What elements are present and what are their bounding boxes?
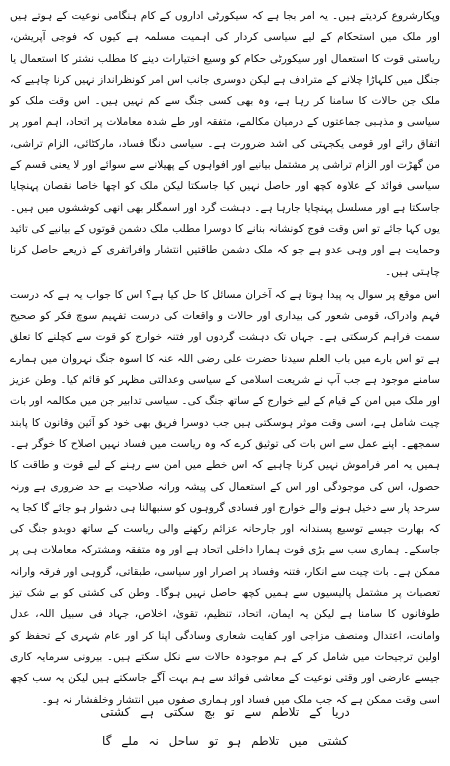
couplet-line-2: کشتی میں تلاطم ہو تو ساحل نہ ملے گا	[102, 734, 348, 748]
article-paragraph-2: اس موقع پر سوال یہ پیدا ہوتا ہے کہ آخران مسائل کا حل کیا ہے؟ اس کا جواب یہ ہے کہ درست فہم وادراک، قومی شعور کی بیداری اور حالات و واقعات کی درست تفہیم سوچ فکر کو صحیح سمت فراہم کرسکتی ہے۔ جہاں تک دہشت گردوں اور فتنہ خوارج کو قوت سے کچلنے کا تعلق ہے تو اس بارے میں باب العلم سیدنا حضرت علی رضی اللہ عنہ کا اسوہ جنگ نہروان میں ہمارے سامنے موجود ہے جب آپ نے شریعت اسلامی کے سیاسی وعدالتی مظہر کو قائم کیا۔ وطن عزیز اور ملک میں امن کے قیام کے لیے خوارج کے ساتھ جنگ کی۔ سیاسی تدابیر جن میں مکالمہ اور بات چیت شامل ہے، اسی وقت موثر ہوسکتی ہیں جب دوسرا فریق بھی خود کو آئین وقانون کا پابند سمجھے۔ اپنے عمل سے اس بات کی توثیق کرے کہ وہ ریاست میں فساد نہیں اصلاح کا خوگر ہے۔ ہمیں یہ امر فراموش نہیں کرنا چاہیے کہ اس خطے میں امن سے رہنے کے لیے قوت و طاقت کا حصول، اس کی موجودگی اور اس کے استعمال کی پیشہ ورانہ صلاحیت بے حد ضروری ہے ورنہ سرحد پار سے دخیل ہونے والے خوارج اور فسادی گروہوں کو سنبھالنا ہی دشوار ہو جائے گا کجا یہ کہ بھارت جیسے توسیع پسندانہ اور جارحانہ عزائم رکھنے والی ریاست کے ساتھ دوبدو جنگ کی جاسکے۔ ہماری سب سے بڑی قوت ہمارا داخلی اتحاد ہے اور وہ متفقہ ومشترکہ معاملات ہی پر ممکن ہے۔ بات چیت سے انکار، فتنہ وفساد پر اصرار اور سیاسی، طبقاتی، گروہی اور فرقہ وارانہ تعصبات پر مشتمل پالیسیوں سے ہمیں کچھ حاصل نہیں ہوگا۔ وطن کی کشتی کو بے شک تیز طوفانوں کا سامنا ہے لیکن یہ ایمان، اتحاد، تنظیم، تقویٰ، اخلاص، جہاد فی سبیل اللہ، عدل وامانت، اعتدال ومنصف مزاجی اور کفایت شعاری وسادگی اپنا کر اور عام شہری کے تحفظ کو اولین ترجیحات میں شامل کر کے ہم موجودہ حالات سے نکل سکتے ہیں۔ بیرونی سرمایہ کاری جیسے عارضی اور وقتی نوعیت کے معاشی فوائد سے ہم بہت آگے جاسکتے ہیں لیکن یہ سب کچھ اسی وقت ممکن ہے کہ جب ملک میں فساد اور ہماری صفوں میں انتشار وخلفشار نہ ہو۔	[10, 288, 440, 706]
article-paragraph-1: وپکارشروع کردیتے ہیں۔ یہ امر بجا ہے کہ سیکورٹی اداروں کے کام ہنگامی نوعیت کے ہوتے ہیں اور ملک میں استحکام کے لیے سیاسی کردار کی اہمیت مسلمہ ہے کیوں کہ فوجی آپریشن، ریاستی قوت کا استعمال اور سیکورٹی حکام کو وسیع اختیارات دینے کا مطلب نشتر کا استعمال یا جنگل میں کلہاڑا چلانے کے مترادف ہے لیکن دوسری جانب اس امر کونظرانداز نہیں کرنا چاہیے کہ ملک جن حالات کا سامنا کر رہا ہے، وہ بھی کسی جنگ سے کم نہیں ہیں۔ اس وقت ملک کو سیاسی و مذہبی جماعتوں کے درمیان مکالمے، متفقہ اور طے شدہ معاملات پر اتحاد، اہم امور پر اتفاق رائے اور قومی یکجہتی کی اشد ضرورت ہے۔ سیاسی دنگا فساد، مارکٹائی، الزام تراشی، من گھڑت اور الزام تراشی پر مشتمل بیانیے اور افواہوں کے پھیلانے سے سوائے اور لا یعنی قسم کے سیاسی فوائد کے علاوہ کچھ اور حاصل نہیں کیا جاسکتا لیکن ملک کو اچھا خاصا نقصان پہنچایا جاسکتا ہے اور مسلسل پہنچایا جارہا ہے۔ دہشت گرد اور اسمگلر بھی انھی کوششوں میں ہیں۔ یوں کہا جائے تو اس وقت فوج کونشانہ بنانے کا دوسرا مطلب ملک دشمن قوتوں کے بیانیے کی تائید وحمایت ہے اور وہی عدو ہے جو کہ ملک دشمن طاقتیں انتشار وافراتفری کے ذریعے حاصل کرنا چاہتی ہیں۔	[10, 10, 440, 278]
closing-couplet	[60, 698, 390, 756]
couplet-line-1: دریا کے تلاطم سے تو بچ سکتی ہے کشتی	[100, 705, 350, 719]
